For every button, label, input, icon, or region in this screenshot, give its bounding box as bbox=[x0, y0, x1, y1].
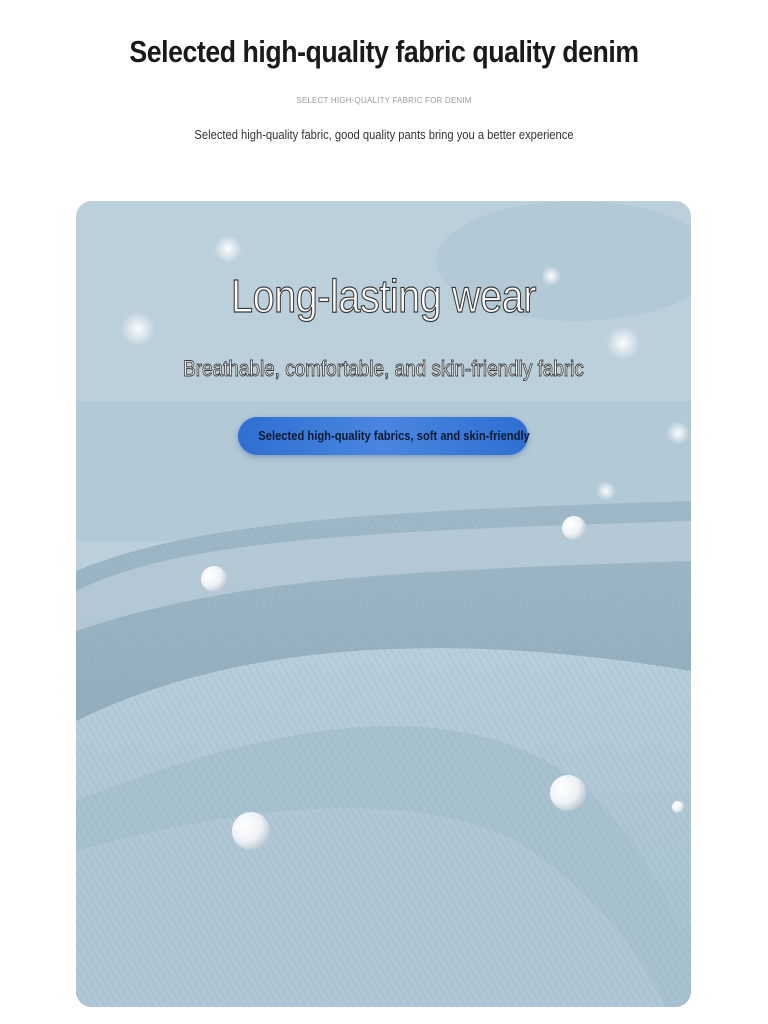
denim-fabric-image bbox=[76, 201, 691, 1007]
hero-subheading: Breathable, comfortable, and skin-friendly fabric bbox=[183, 356, 584, 381]
feature-badge bbox=[238, 417, 528, 455]
feature-badge-label: Selected high-quality fabrics, soft and skin-friendly bbox=[258, 428, 530, 443]
section-title: Selected high-quality fabric quality denim bbox=[129, 34, 639, 69]
section-tagline: Selected high-quality fabric, good quality pants bring you a better experience bbox=[194, 127, 574, 142]
section-subtitle: SELECT HIGH-QUALITY FABRIC FOR DENIM bbox=[296, 96, 472, 105]
hero-heading: Long-lasting wear bbox=[231, 270, 536, 322]
